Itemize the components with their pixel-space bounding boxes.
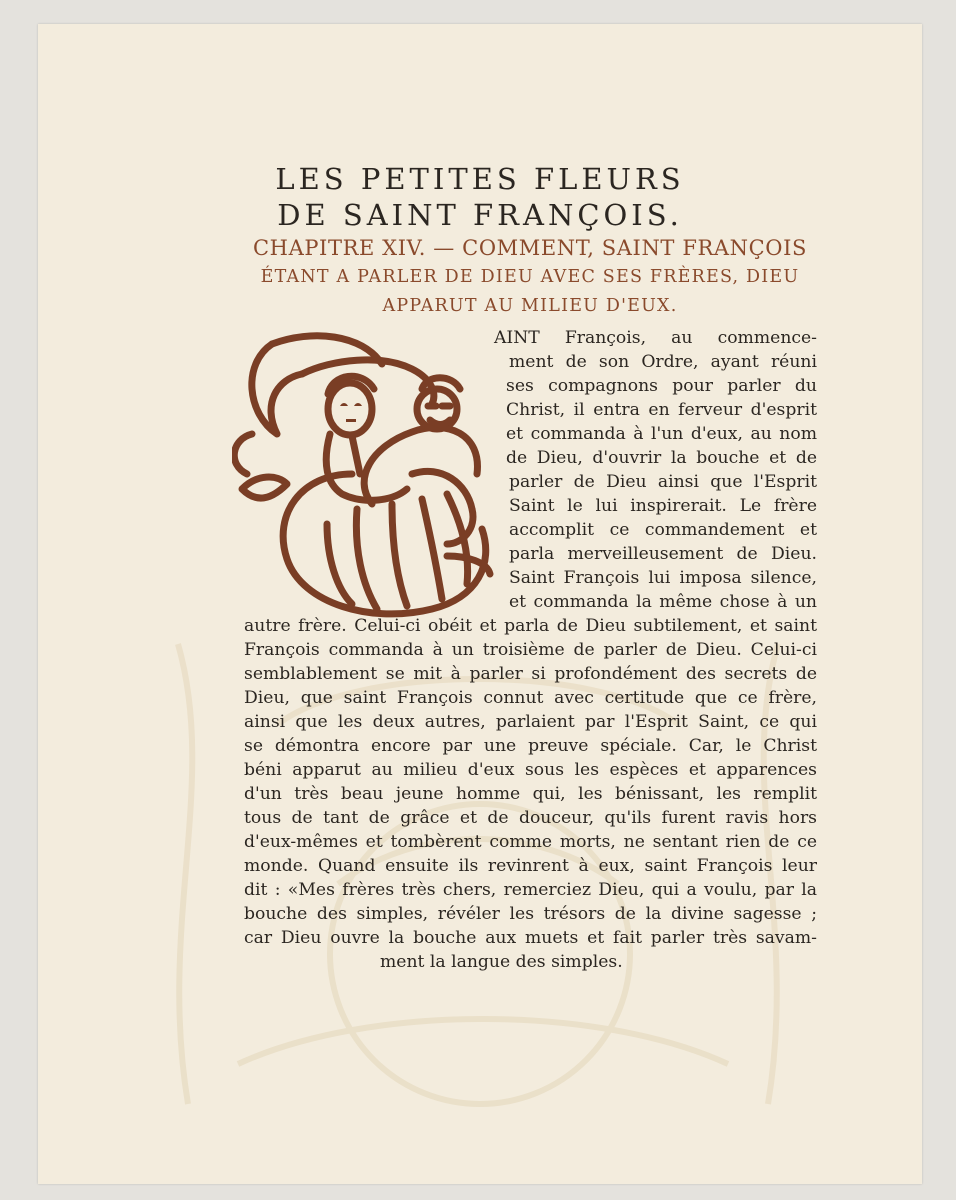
body-text-line: François commanda à un troisième de parler de Dieu. Celui-ci	[244, 640, 817, 660]
body-text-line: ses compagnons pour parler du	[506, 376, 817, 396]
body-text-line: tous de tant de grâce et de douceur, qu'ils furent ravis hors	[244, 808, 817, 828]
body-text-line: bouche des simples, révéler les trésors de la divine sagesse ;	[244, 904, 817, 924]
body-text-line: d'eux-mêmes et tombèrent comme morts, ne sentant rien de ce	[244, 832, 817, 852]
body-text-line: Christ, il entra en ferveur d'esprit	[506, 400, 817, 420]
body-text-line: ainsi que les deux autres, parlaient par l'Esprit Saint, ce qui	[244, 712, 817, 732]
illuminated-initial-s-icon	[232, 324, 502, 624]
body-text-line: béni apparut au milieu d'eux sous les espèces et apparences	[244, 760, 817, 780]
body-text-line: autre frère. Celui-ci obéit et parla de Dieu subtilement, et saint	[244, 616, 817, 636]
body-text-line: se démontra encore par une preuve spéciale. Car, le Christ	[244, 736, 817, 756]
body-text-line: semblablement se mit à parler si profondément des secrets de	[244, 664, 817, 684]
body-text-line: Saint François lui imposa silence,	[509, 568, 817, 588]
chapter-heading	[234, 234, 826, 321]
chapter-heading-line: ÉTANT A PARLER DE DIEU AVEC SES FRÈRES, DIEU	[260, 267, 800, 287]
body-text-line: monde. Quand ensuite ils revinrent à eux, saint François leur	[244, 856, 817, 876]
body-text-line: accomplit ce commandement et	[509, 520, 817, 540]
body-text-line: parla merveilleusement de Dieu.	[509, 544, 817, 564]
title-line-2: DE SAINT FRANÇOIS.	[277, 198, 683, 232]
paper-sheet	[38, 24, 922, 1184]
title-line-1: LES PETITES FLEURS	[275, 162, 685, 196]
body-text-line: dit : «Mes frères très chers, remerciez Dieu, qui a voulu, par la	[244, 880, 817, 900]
body-text-line: ment la langue des simples.	[380, 952, 623, 972]
body-text-line: d'un très beau jeune homme qui, les bénissant, les remplit	[244, 784, 817, 804]
chapter-heading-line: CHAPITRE XIV. — COMMENT, SAINT FRANÇOIS	[252, 236, 808, 260]
body-text-line: et commanda la même chose à un	[509, 592, 817, 612]
body-text-line: de Dieu, d'ouvrir la bouche et de	[506, 448, 817, 468]
body-text-line: Dieu, que saint François connut avec certitude que ce frère,	[244, 688, 817, 708]
body-text-line: ment de son Ordre, ayant réuni	[509, 352, 817, 372]
body-text-line: car Dieu ouvre la bouche aux muets et fait parler très savam-	[244, 928, 817, 948]
chapter-heading-line: APPARUT AU MILIEU D'EUX.	[382, 296, 678, 316]
body-text-line: parler de Dieu ainsi que l'Esprit	[509, 472, 817, 492]
body-text-line: Saint le lui inspirerait. Le frère	[509, 496, 817, 516]
body-text-line: et commanda à l'un d'eux, au nom	[506, 424, 817, 444]
body-text-line: AINT François, au commence-	[494, 328, 817, 348]
